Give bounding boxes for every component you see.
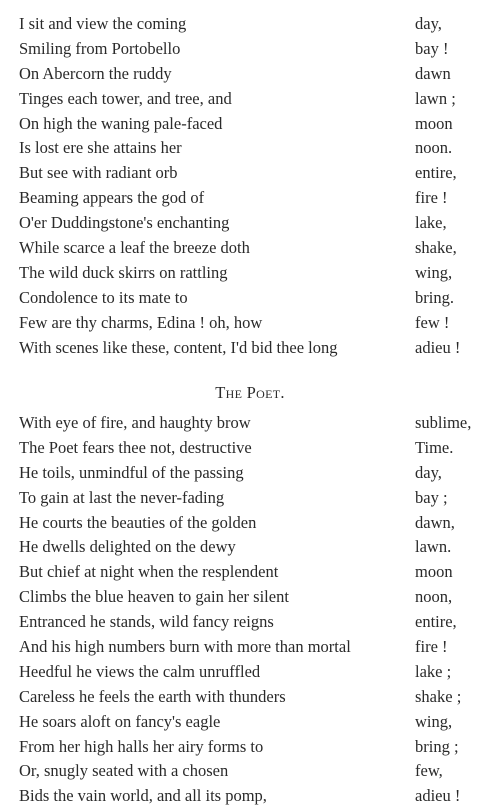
poem-line xyxy=(0,37,500,62)
poem-title: The Poet. xyxy=(215,383,285,402)
line-text: He courts the beauties of the golden xyxy=(19,512,257,532)
rhyme-word: adieu ! xyxy=(415,786,461,806)
rhyme-word: dawn, xyxy=(415,512,455,532)
rhyme-word: moon xyxy=(415,113,453,133)
line-text: To gain at last the never-fading xyxy=(19,487,225,507)
poem-line xyxy=(0,62,500,87)
rhyme-word: lake ; xyxy=(415,661,452,681)
rhyme-word: fire ! xyxy=(415,188,448,208)
line-text: On high the waning pale-faced xyxy=(19,113,223,133)
poem-line xyxy=(0,635,500,660)
rhyme-word: moon xyxy=(415,562,453,582)
rhyme-word: lawn ; xyxy=(415,88,456,108)
poem-line xyxy=(0,735,500,760)
poem-stanza-2 xyxy=(0,411,500,809)
line-text: Heedful he views the calm unruffled xyxy=(19,661,261,681)
rhyme-word: adieu ! xyxy=(415,337,461,357)
line-text: Beaming appears the god of xyxy=(19,188,205,208)
rhyme-word: entire, xyxy=(415,163,457,183)
rhyme-word: bay ! xyxy=(415,38,449,58)
line-text: Smiling from Portobello xyxy=(19,38,181,58)
rhyme-word: few, xyxy=(415,761,443,781)
poem-line xyxy=(0,12,500,37)
poem-line xyxy=(0,560,500,585)
line-text: Or, snugly seated with a chosen xyxy=(19,761,229,781)
rhyme-word: lawn. xyxy=(415,537,452,557)
rhyme-word: day, xyxy=(415,14,442,33)
line-text: O'er Duddingstone's enchanting xyxy=(19,213,230,233)
poem-line xyxy=(0,685,500,710)
line-text: But chief at night when the resplendent xyxy=(19,562,279,582)
line-text: With scenes like these, content, I'd bid thee long xyxy=(19,337,338,357)
line-text: Bids the vain world, and all its pomp, xyxy=(19,786,267,806)
line-text: But see with radiant orb xyxy=(19,163,178,183)
poem-line xyxy=(0,112,500,137)
line-text: While scarce a leaf the breeze doth xyxy=(19,238,250,258)
rhyme-word: wing, xyxy=(415,262,453,282)
line-text: Climbs the blue heaven to gain her silent xyxy=(19,587,289,607)
poem-stanza-1 xyxy=(0,12,500,360)
line-text: Condolence to its mate to xyxy=(19,287,188,307)
line-text: Entranced he stands, wild fancy reigns xyxy=(19,612,274,632)
poem-line xyxy=(0,535,500,560)
poem-line xyxy=(0,759,500,784)
poem-line xyxy=(0,585,500,610)
rhyme-word: few ! xyxy=(415,312,450,332)
line-text: He soars aloft on fancy's eagle xyxy=(19,711,221,731)
rhyme-word: bay ; xyxy=(415,487,448,507)
line-text: I sit and view the coming xyxy=(19,14,187,33)
poem-line xyxy=(0,511,500,536)
rhyme-word: noon. xyxy=(415,138,453,158)
poem-line xyxy=(0,710,500,735)
line-text: He toils, unmindful of the passing xyxy=(19,462,244,482)
rhyme-word: wing, xyxy=(415,711,453,731)
rhyme-word: bring. xyxy=(415,287,454,307)
line-text: The wild duck skirrs on rattling xyxy=(19,262,228,282)
line-text: Careless he feels the earth with thunders xyxy=(19,686,286,706)
line-text: Tinges each tower, and tree, and xyxy=(19,88,232,108)
rhyme-word: noon, xyxy=(415,587,453,607)
line-text: He dwells delighted on the dewy xyxy=(19,537,236,557)
line-text: From her high halls her airy forms to xyxy=(19,736,264,756)
poem-line xyxy=(0,436,500,461)
poem-line xyxy=(0,486,500,511)
rhyme-word: day, xyxy=(415,462,442,482)
poem-line xyxy=(0,286,500,311)
line-text: With eye of fire, and haughty brow xyxy=(19,413,251,432)
poem-line xyxy=(0,186,500,211)
poem-line xyxy=(0,784,500,809)
poem-line xyxy=(0,211,500,236)
rhyme-word: fire ! xyxy=(415,637,448,657)
rhyme-word: lake, xyxy=(415,213,447,233)
rhyme-word: shake, xyxy=(415,238,457,258)
line-text: And his high numbers burn with more than mortal xyxy=(19,637,351,657)
poem-line xyxy=(0,87,500,112)
poem-line xyxy=(0,236,500,261)
poem-line xyxy=(0,311,500,336)
poem-line xyxy=(0,261,500,286)
poem-line xyxy=(0,136,500,161)
poem-line xyxy=(0,461,500,486)
rhyme-word: sublime, xyxy=(415,413,472,432)
poem-line xyxy=(0,336,500,361)
line-text: On Abercorn the ruddy xyxy=(19,63,172,83)
rhyme-word: Time. xyxy=(415,437,454,457)
rhyme-word: bring ; xyxy=(415,736,459,756)
poem-line xyxy=(0,161,500,186)
rhyme-word: entire, xyxy=(415,612,457,632)
rhyme-word: shake ; xyxy=(415,686,462,706)
line-text: Is lost ere she attains her xyxy=(19,138,182,158)
poem-line xyxy=(0,411,500,436)
line-text: Few are thy charms, Edina ! oh, how xyxy=(19,312,263,332)
poem-line xyxy=(0,610,500,635)
line-text: The Poet fears thee not, destructive xyxy=(19,437,252,457)
poem-line xyxy=(0,660,500,685)
rhyme-word: dawn xyxy=(415,63,451,83)
